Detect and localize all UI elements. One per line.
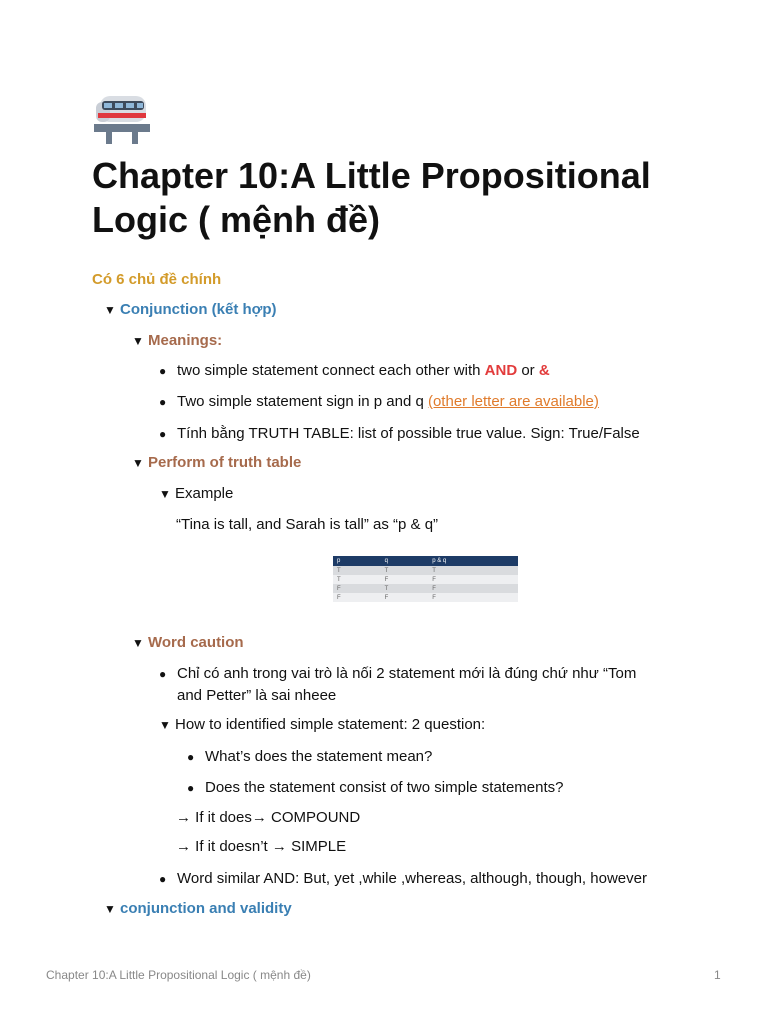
table-cell: T — [381, 584, 429, 593]
table-row — [333, 566, 518, 575]
list-item-text: Chỉ có anh trong vai trò là nối 2 statement mới là đúng chứ như “Tom — [177, 665, 637, 682]
bullet-dot-icon: ● — [159, 667, 167, 681]
list-item-text: What’s does the statement mean? — [205, 748, 433, 765]
toggle-label: How to identified simple statement: 2 question: — [175, 716, 486, 733]
list-item — [187, 747, 432, 767]
toggle-label: Example — [175, 485, 234, 502]
list-item-text: two simple statement connect each other with — [177, 362, 481, 379]
section-heading: Có 6 chủ đề chính — [92, 271, 222, 288]
toggle-label: conjunction and validity — [120, 900, 292, 917]
bullet-dot-icon: ● — [159, 395, 167, 409]
result-value: SIMPLE — [291, 838, 347, 855]
table-header: p & q — [428, 556, 518, 566]
list-item-text: Word similar AND: But, yet ,while ,whereas, although, though, however — [177, 870, 647, 887]
table-header: q — [381, 556, 429, 566]
list-item — [159, 361, 550, 381]
bullet-dot-icon: ● — [187, 781, 195, 795]
list-item — [159, 392, 599, 412]
list-item — [187, 778, 564, 798]
table-cell: F — [428, 593, 518, 602]
triangle-down-icon[interactable]: ▼ — [159, 487, 171, 501]
toggle-example[interactable] — [159, 484, 233, 504]
table-cell: F — [333, 584, 381, 593]
list-item-text: Tính bằng TRUTH TABLE: list of possible true value. Sign: True/False — [177, 425, 640, 442]
table-cell: F — [381, 575, 429, 584]
truth-table — [333, 556, 518, 612]
table-row — [333, 584, 518, 593]
list-item — [159, 869, 647, 889]
result-value: COMPOUND — [271, 809, 361, 826]
toggle-label: Conjunction (kết hợp) — [120, 301, 277, 318]
table-cell: F — [428, 584, 518, 593]
arrow-right-icon: → — [176, 809, 191, 826]
table-cell: T — [428, 566, 518, 575]
bullet-dot-icon: ● — [159, 427, 167, 441]
table-cell: F — [333, 593, 381, 602]
result-condition: If it doesn’t — [195, 838, 268, 855]
list-item — [159, 424, 640, 444]
or-word: or — [521, 362, 535, 379]
table-cell: T — [333, 575, 381, 584]
result-simple — [176, 837, 346, 857]
table-header: p — [333, 556, 381, 566]
triangle-down-icon[interactable]: ▼ — [104, 902, 116, 916]
example-text: “Tina is tall, and Sarah is tall” as “p & q” — [176, 516, 439, 533]
toggle-conjunction[interactable] — [104, 300, 276, 320]
triangle-down-icon[interactable]: ▼ — [104, 303, 116, 317]
triangle-down-icon[interactable]: ▼ — [132, 334, 144, 348]
bullet-dot-icon: ● — [187, 750, 195, 764]
arrow-right-icon: → — [271, 838, 287, 855]
table-row — [333, 593, 518, 602]
toggle-meanings[interactable] — [132, 331, 222, 351]
list-item — [159, 664, 636, 684]
table-cell: F — [428, 575, 518, 584]
toggle-label: Meanings: — [148, 332, 223, 349]
bullet-dot-icon: ● — [159, 364, 167, 378]
result-condition: If it does — [195, 809, 252, 826]
table-cell: T — [333, 566, 381, 575]
toggle-conjunction-validity[interactable] — [104, 899, 292, 919]
list-item-text: Does the statement consist of two simple statements? — [205, 779, 564, 796]
other-letters-link[interactable]: (other letter are available) — [427, 393, 599, 410]
toggle-perform-truth-table[interactable] — [132, 453, 301, 473]
arrow-right-icon: → — [251, 809, 267, 826]
footer-title: Chapter 10:A Little Propositional Logic ( mệnh đề) — [46, 968, 311, 982]
toggle-label: Word caution — [148, 634, 244, 651]
table-cell: F — [381, 593, 429, 602]
triangle-down-icon[interactable]: ▼ — [132, 636, 144, 650]
bullet-dot-icon: ● — [159, 872, 167, 886]
page-title: Chapter 10:A Little Propositional Logic ( mệnh đề) — [92, 155, 651, 240]
table-row — [333, 575, 518, 584]
ampersand-keyword: & — [538, 362, 550, 379]
triangle-down-icon[interactable]: ▼ — [159, 718, 171, 732]
list-item-text: Two simple statement sign in p and q — [177, 393, 424, 410]
and-keyword: AND — [484, 362, 518, 379]
table-cell: T — [381, 566, 429, 575]
list-item-continuation: and Petter” là sai nheee — [177, 687, 337, 704]
arrow-right-icon: → — [176, 838, 191, 855]
result-compound — [176, 808, 360, 828]
monorail-train-icon — [94, 94, 150, 144]
toggle-how-to-identify[interactable] — [159, 715, 485, 735]
triangle-down-icon[interactable]: ▼ — [132, 456, 144, 470]
page-number: 1 — [714, 968, 721, 982]
toggle-label: Perform of truth table — [148, 454, 302, 471]
toggle-word-caution[interactable] — [132, 633, 244, 653]
